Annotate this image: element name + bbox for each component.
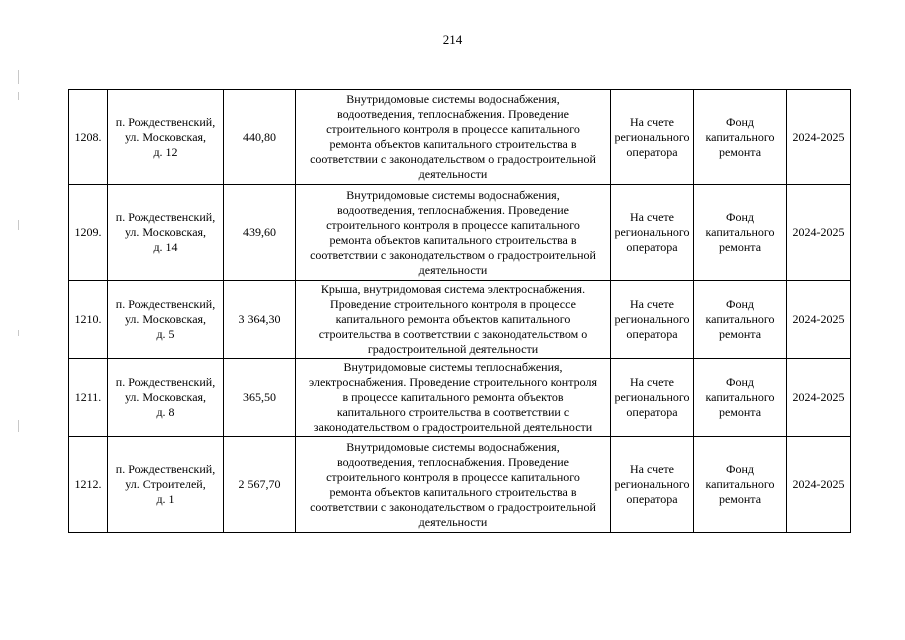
- cell-line: оператора: [626, 144, 678, 159]
- cell-line: соответствии с законодательством о градостроительной: [310, 152, 596, 166]
- cell-line: водоотведения, теплоснабжения. Проведение: [336, 107, 569, 121]
- table-row: [69, 359, 851, 437]
- cell-line: ул. Строителей,: [125, 477, 206, 491]
- account-cell: [611, 90, 694, 185]
- cell-line: градостроительной деятельности: [367, 342, 539, 356]
- cell-line: строительного контроля в процессе капитального: [326, 122, 580, 136]
- address-cell: [108, 185, 224, 281]
- cell-line: ул. Московская,: [124, 390, 207, 404]
- cell-line: Фонд: [725, 375, 754, 389]
- cell-line: регионального: [614, 129, 690, 144]
- cell-line: Внутридомовые системы теплоснабжения,: [343, 360, 563, 374]
- table-row: [69, 281, 851, 359]
- cell-line: д. 14: [153, 240, 178, 254]
- cell-line: ремонта объектов капитального строительства в: [329, 232, 577, 247]
- cell-line: ремонта: [718, 144, 762, 159]
- cell-line: ремонта объектов капитального строительства в: [329, 484, 577, 499]
- cell-line: ул. Московская,: [124, 312, 207, 326]
- cell-line: оператора: [626, 327, 678, 341]
- page-number: 214: [442, 32, 463, 47]
- cell-line: оператора: [626, 240, 678, 254]
- works-description-cell: [296, 437, 611, 533]
- cell-line: п. Рождественский,: [115, 210, 216, 224]
- funding-source-cell: [694, 281, 787, 359]
- works-description-cell: [296, 90, 611, 185]
- cell-line: На счете: [629, 114, 674, 129]
- cell-line: оператора: [626, 405, 678, 419]
- table-row: [69, 437, 851, 533]
- cell-line: д. 1: [156, 492, 175, 506]
- cell-line: д. 5: [156, 327, 175, 341]
- address-cell: [108, 90, 224, 185]
- cell-line: капитального строительства в соответствии с: [336, 405, 570, 419]
- area-cell: 2 567,70: [224, 437, 296, 533]
- cell-line: Внутридомовые системы водоснабжения,: [346, 187, 560, 202]
- works-description-cell: [296, 359, 611, 437]
- row-number-cell: 1208.: [69, 90, 108, 185]
- cell-line: п. Рождественский,: [115, 114, 216, 129]
- works-description-cell: [296, 281, 611, 359]
- cell-line: ремонта: [718, 240, 762, 254]
- cell-line: капитального: [705, 477, 775, 491]
- area-cell: 365,50: [224, 359, 296, 437]
- cell-line: регионального: [614, 225, 690, 239]
- account-cell: [611, 281, 694, 359]
- cell-line: На счете: [629, 375, 674, 389]
- cell-line: законодательством о градостроительной деятельности: [313, 420, 593, 434]
- cell-line: п. Рождественский,: [115, 375, 216, 389]
- cell-line: ремонта: [718, 492, 762, 506]
- cell-line: Внутридомовые системы водоснабжения,: [346, 439, 560, 454]
- cell-line: ремонта: [718, 405, 762, 419]
- cell-line: регионального: [614, 312, 690, 326]
- cell-line: оператора: [626, 492, 678, 506]
- cell-line: строительного контроля в процессе капитального: [326, 217, 580, 232]
- cell-line: Фонд: [725, 114, 754, 129]
- cell-line: соответствии с законодательством о градостроительной: [310, 247, 596, 262]
- funding-source-cell: [694, 437, 787, 533]
- funding-source-cell: [694, 90, 787, 185]
- cell-line: соответствии с законодательством о градостроительной: [310, 499, 596, 514]
- cell-line: регионального: [614, 477, 690, 491]
- cell-line: Внутридомовые системы водоснабжения,: [346, 92, 560, 106]
- cell-line: д. 12: [153, 144, 178, 159]
- cell-line: строительного контроля в процессе капитального: [326, 469, 580, 484]
- cell-line: На счете: [629, 297, 674, 311]
- cell-line: капитального: [705, 390, 775, 404]
- works-description-cell: [296, 185, 611, 281]
- cell-line: строительства в соответствии с законодательством о: [318, 327, 588, 341]
- cell-line: водоотведения, теплоснабжения. Проведение: [336, 202, 569, 217]
- cell-line: На счете: [629, 462, 674, 476]
- funding-source-cell: [694, 359, 787, 437]
- period-cell: 2024-2025: [787, 90, 851, 185]
- cell-line: ул. Московская,: [124, 225, 207, 239]
- records-table: [68, 89, 851, 533]
- row-number-cell: 1211.: [69, 359, 108, 437]
- address-cell: [108, 281, 224, 359]
- cell-line: ремонта: [718, 327, 762, 341]
- cell-line: деятельности: [418, 167, 488, 181]
- cell-line: электроснабжения. Проведение строительного контроля: [309, 375, 597, 389]
- area-cell: 440,80: [224, 90, 296, 185]
- cell-line: капитального ремонта объектов капитального: [335, 312, 571, 326]
- cell-line: п. Рождественский,: [115, 462, 216, 476]
- funding-source-cell: [694, 185, 787, 281]
- row-number-cell: 1209.: [69, 185, 108, 281]
- cell-line: На счете: [629, 210, 674, 224]
- row-number-cell: 1212.: [69, 437, 108, 533]
- table-row: [69, 185, 851, 281]
- table-row: [69, 90, 851, 185]
- cell-line: в процессе капитального ремонта объектов: [342, 390, 564, 404]
- row-number-cell: 1210.: [69, 281, 108, 359]
- cell-line: Фонд: [725, 297, 754, 311]
- account-cell: [611, 359, 694, 437]
- records-body: [69, 90, 851, 533]
- cell-line: ремонта объектов капитального строительства в: [329, 137, 577, 151]
- cell-line: д. 8: [156, 405, 175, 419]
- period-cell: 2024-2025: [787, 359, 851, 437]
- period-cell: 2024-2025: [787, 185, 851, 281]
- cell-line: капитального: [705, 129, 775, 144]
- period-cell: 2024-2025: [787, 437, 851, 533]
- account-cell: [611, 185, 694, 281]
- scan-margin-marks: [18, 70, 20, 540]
- cell-line: Проведение строительного контроля в процессе: [330, 297, 576, 311]
- period-cell: 2024-2025: [787, 281, 851, 359]
- cell-line: регионального: [614, 390, 690, 404]
- cell-line: Фонд: [725, 462, 754, 476]
- area-cell: 3 364,30: [224, 281, 296, 359]
- cell-line: деятельности: [418, 514, 488, 529]
- cell-line: деятельности: [418, 262, 488, 277]
- cell-line: Крыша, внутридомовая система электроснабжения.: [320, 282, 586, 296]
- cell-line: п. Рождественский,: [115, 297, 216, 311]
- cell-line: капитального: [705, 312, 775, 326]
- cell-line: капитального: [705, 225, 775, 239]
- cell-line: ул. Московская,: [124, 129, 207, 144]
- account-cell: [611, 437, 694, 533]
- cell-line: водоотведения, теплоснабжения. Проведение: [336, 454, 569, 469]
- area-cell: 439,60: [224, 185, 296, 281]
- cell-line: Фонд: [725, 210, 754, 224]
- address-cell: [108, 359, 224, 437]
- address-cell: [108, 437, 224, 533]
